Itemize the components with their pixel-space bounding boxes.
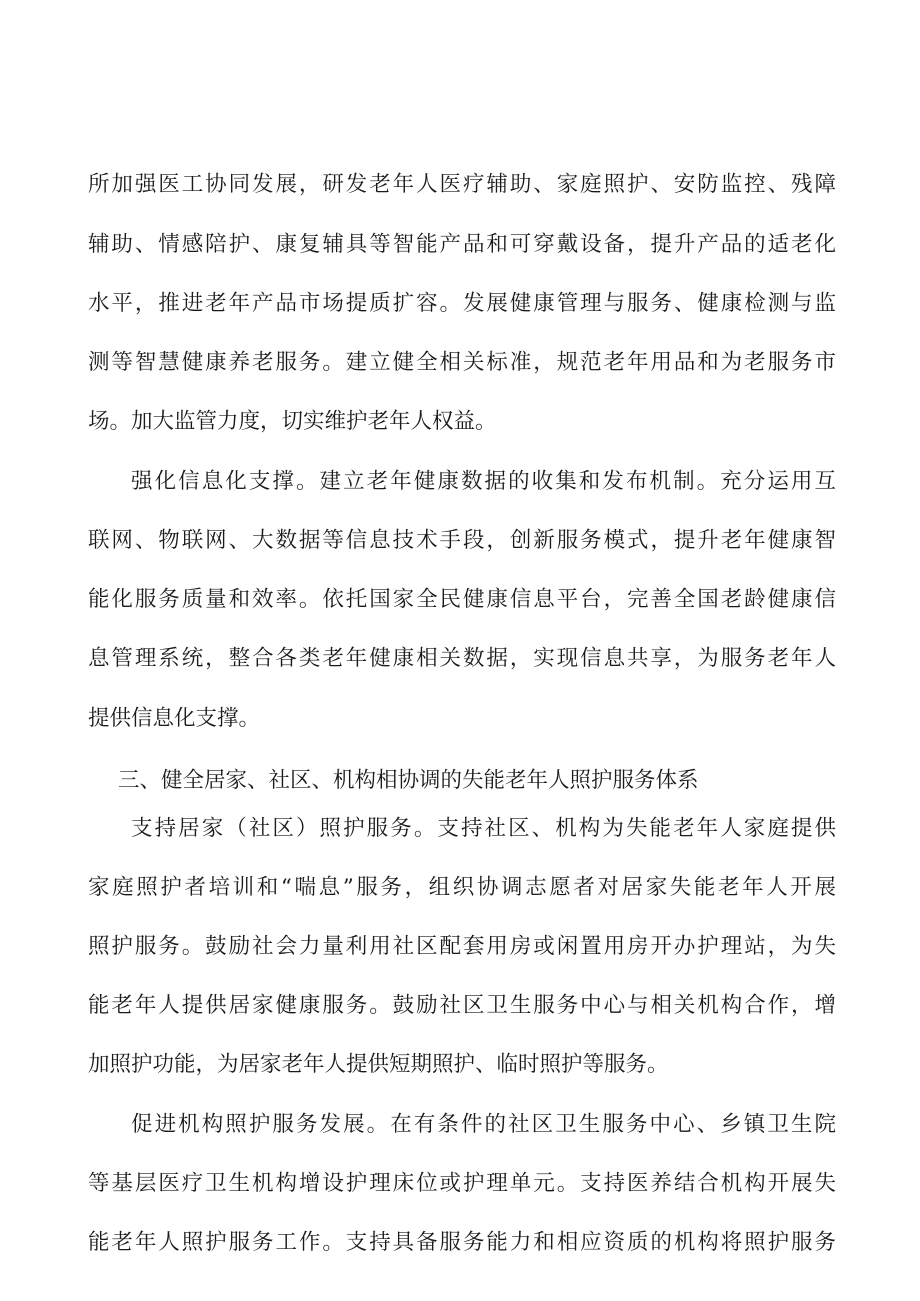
paragraph-3-line-1: 支持居家（社区）照护服务。支持社区、机构为失能老年人家庭提供: [131, 816, 836, 841]
paragraph-4-line-3: 能老年人照护服务工作。支持具备服务能力和相应资质的机构将照护服务: [88, 1230, 836, 1255]
paragraph-4-line-2: 等基层医疗卫生机构增设护理床位或护理单元。支持医养结合机构开展失: [88, 1171, 836, 1196]
paragraph-2-line-1: 强化信息化支撑。建立老年健康数据的收集和发布机制。充分运用互: [131, 469, 836, 494]
paragraph-3-line-2: 家庭照护者培训和“喘息”服务，组织协调志愿者对居家失能老年人开展: [88, 875, 836, 900]
paragraph-1-line-2: 辅助、情感陪护、康复辅具等智能产品和可穿戴设备，提升产品的适老化: [88, 232, 836, 257]
paragraph-1-line-3: 水平，推进老年产品市场提质扩容。发展健康管理与服务、健康检测与监: [88, 291, 836, 316]
paragraph-1-line-4: 测等智慧健康养老服务。建立健全相关标准，规范老年用品和为老服务市: [88, 350, 836, 375]
paragraph-2-line-5: 提供信息化支撑。: [88, 706, 261, 731]
paragraph-1-line-5: 场。加大监管力度，切实维护老年人权益。: [88, 409, 497, 434]
section-heading-3: 三、健全居家、社区、机构相协调的失能老年人照护服务体系: [118, 768, 699, 793]
paragraph-3-line-5: 加照护功能，为居家老年人提供短期照护、临时照护等服务。: [88, 1052, 669, 1077]
paragraph-4-line-1: 促进机构照护服务发展。在有条件的社区卫生服务中心、乡镇卫生院: [131, 1112, 836, 1137]
paragraph-3-line-3: 照护服务。鼓励社会力量利用社区配套用房或闲置用房开办护理站，为失: [88, 934, 836, 959]
paragraph-3-line-4: 能老年人提供居家健康服务。鼓励社区卫生服务中心与相关机构合作，增: [88, 993, 836, 1018]
paragraph-2-line-4: 息管理系统，整合各类老年健康相关数据，实现信息共享，为服务老年人: [88, 646, 836, 671]
paragraph-2-line-3: 能化服务质量和效率。依托国家全民健康信息平台，完善全国老龄健康信: [88, 587, 836, 612]
paragraph-1-line-1: 所加强医工协同发展，研发老年人医疗辅助、家庭照护、安防监控、残障: [88, 172, 836, 197]
paragraph-2-line-2: 联网、物联网、大数据等信息技术手段，创新服务模式，提升老年健康智: [88, 528, 836, 553]
